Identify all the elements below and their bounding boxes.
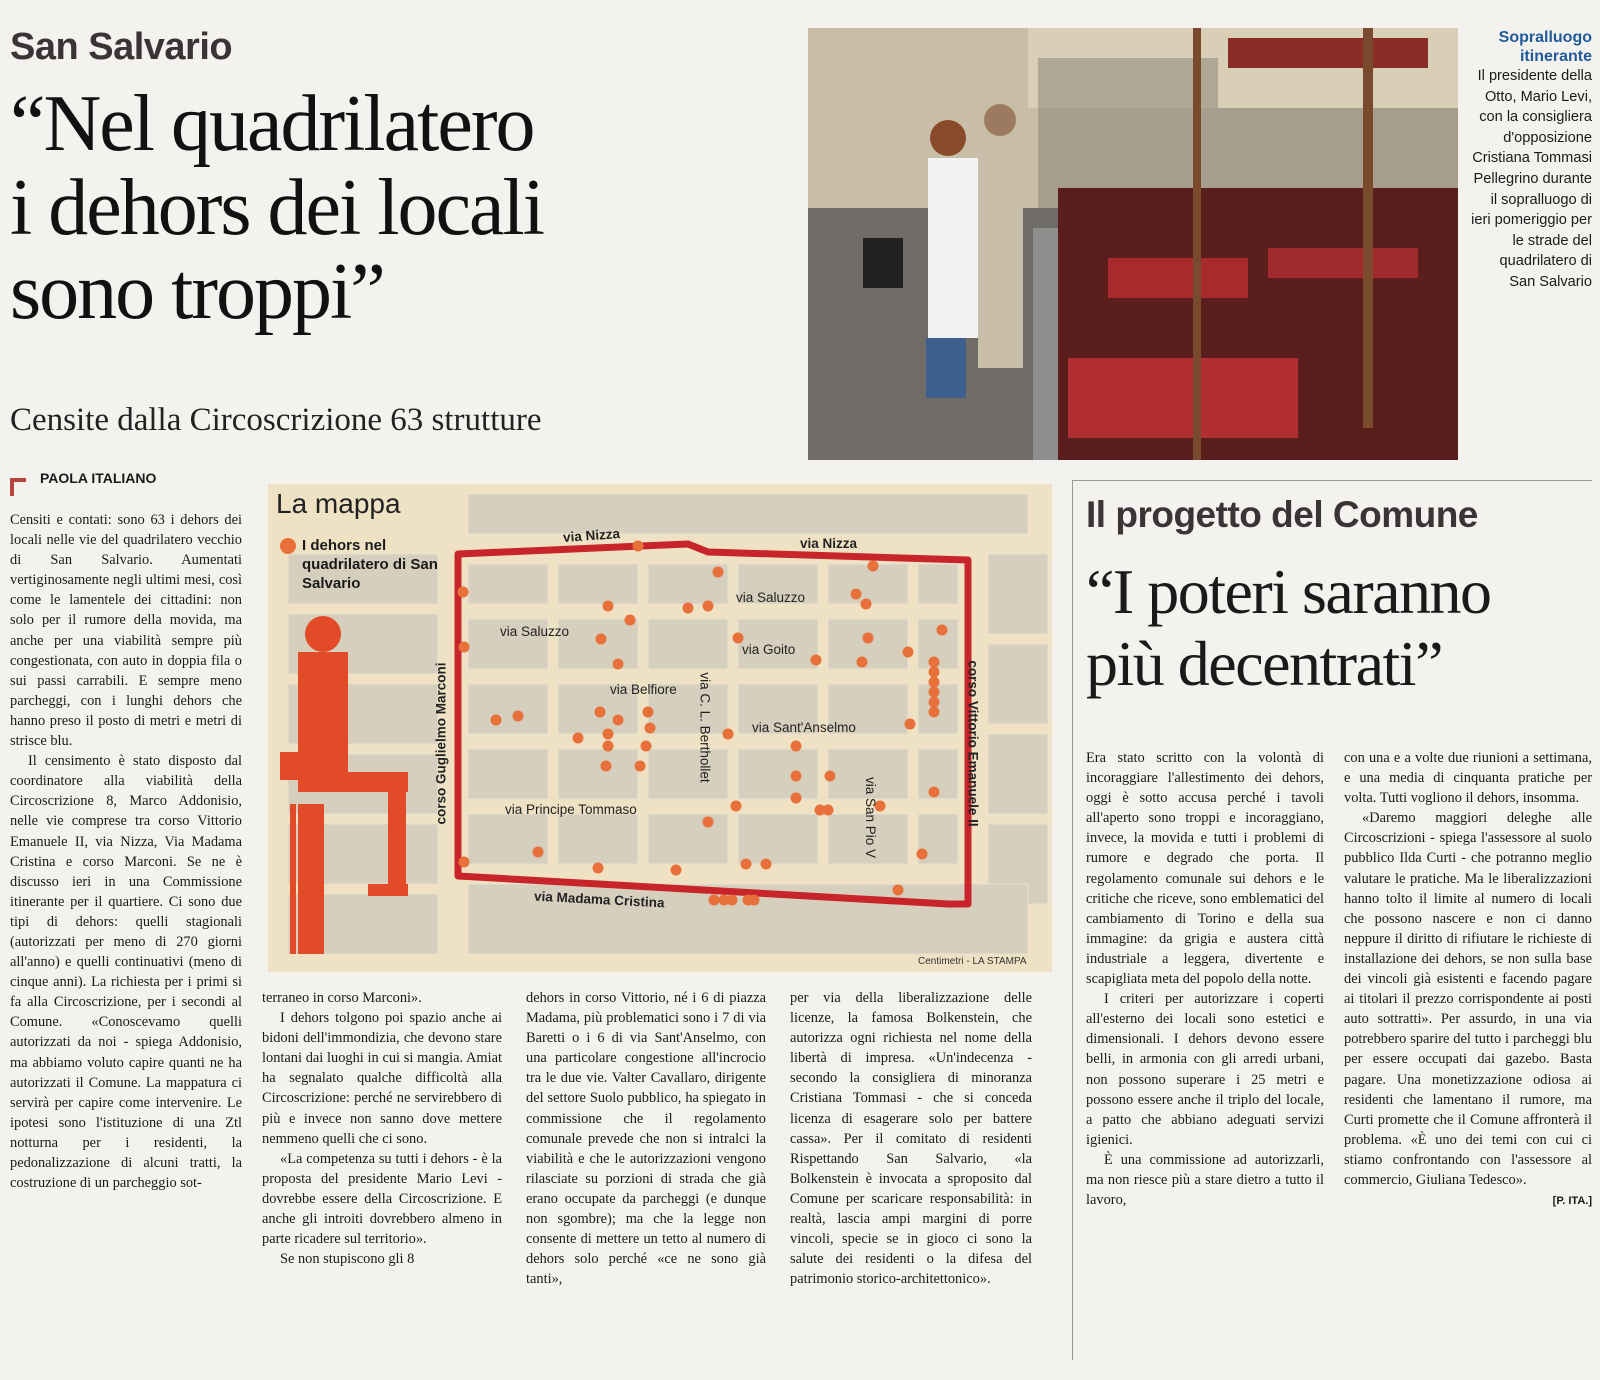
street-label-belfiore: via Belfiore: [610, 682, 677, 697]
photo-caption-title: Sopralluogo itinerante: [1498, 29, 1592, 65]
dehors-marker: [868, 561, 879, 572]
dehors-marker: [791, 741, 802, 752]
street-label-san-pio: via San Pio V: [863, 776, 879, 859]
sidebar-rule-left: [1072, 480, 1073, 1360]
dehors-marker: [791, 771, 802, 782]
dehors-marker: [709, 895, 720, 906]
dehors-marker: [459, 857, 470, 868]
dehors-marker: [741, 859, 752, 870]
street-label-berthollet: via C. L. Berthollet: [697, 672, 713, 783]
dehors-marker: [573, 733, 584, 744]
street-label-santanselmo: via Sant'Anselmo: [752, 720, 856, 735]
dehors-marker: [459, 642, 470, 653]
paragraph: con una e a volte due riunioni a settimana, e una media di cinquanta pratiche per volta. Tutti vogliono il dehors, insomma.: [1344, 750, 1592, 807]
headline-line-3: sono troppi”: [10, 248, 384, 336]
dehors-marker: [937, 625, 948, 636]
paragraph: I dehors tolgono poi spazio anche ai bidoni dell'immondizia, che devono stare lontani dai luoghi in cui si mangia. Amiat ha segnalato qualche difficoltà alla Circoscrizione: perché ne servirebbero di più e invece non sanno dove mettere nemmeno quelli che ci sono.: [262, 1010, 502, 1147]
dehors-marker: [929, 657, 940, 668]
paragraph: dehors in corso Vittorio, né i 6 di piazza Madama, più problematici sono i 7 di via Baretti o i 6 di via Sant'Anselmo, con una particolare congestione all'incrocio tra le due vie. Valter Cavallaro, dirigente del settore Suolo pubblico, ha spiegato in commissione che il regolamento comunale prevede che non si intralci la viabilità e che le autorizzazioni vengono rilasciate su porzioni di strada che già erano occupate da parcheggi (e dunque non sgombre); ma che la legge non consente di mettere un tetto al numero di dehors solo perché «ce ne sono già tanti»,: [526, 990, 766, 1288]
dehors-marker: [601, 761, 612, 772]
sidebar-kicker: Il progetto del Comune: [1086, 494, 1478, 535]
sidebar-headline: [1086, 556, 1596, 700]
article-column-4: [790, 988, 1032, 1289]
headline-line-2: i dehors dei locali: [10, 164, 543, 252]
dehors-marker: [929, 677, 940, 688]
article-headline: [10, 82, 770, 334]
paragraph: «La competenza su tutti i dehors - è la proposta del presidente Mario Levi - dovrebbe essere della Circoscrizione. E anche gli introiti dovrebbero almeno in parte ricadere sul territorio».: [262, 1150, 502, 1248]
street-label-principe-tommaso: via Principe Tommaso: [505, 802, 637, 817]
paragraph: Se non stupiscono gli 8: [280, 1251, 415, 1268]
dehors-marker: [761, 859, 772, 870]
dehors-marker: [929, 707, 940, 718]
map-credit: Centimetri - LA STAMPA: [918, 956, 1027, 967]
dehors-marker: [633, 541, 644, 552]
photo-caption: Il presidente della Otto, Mario Levi, con la consigliera d'opposizione Cristiana Tommasi Pellegrino durante il sopralluogo di ieri pomeriggio per le strade del quadrilatero di San Salvario: [1471, 68, 1592, 290]
paragraph: I criteri per autorizzare i coperti all'esterno dei locali sono estetici e dimensionali. I dehors devono essere belli, in armonia con gli arredi urbani, non possono superare i 25 metri e possono essere anche il triplo del locale, a patto che abbiano adeguati servizi igienici.: [1086, 991, 1324, 1148]
dehors-marker: [727, 895, 738, 906]
map-legend: I dehors nel quadrilatero di San Salvario: [302, 537, 438, 592]
dehors-marker: [905, 719, 916, 730]
article-photo: [808, 28, 1458, 460]
street-label-saluzzo-2: via Saluzzo: [736, 590, 806, 605]
sidebar-headline-line-1: “I poteri saranno: [1086, 556, 1491, 627]
dehors-marker: [863, 633, 874, 644]
sidebar-column-1: [1086, 748, 1324, 1210]
dehors-marker: [641, 741, 652, 752]
paragraph: Era stato scritto con la volontà di incoraggiare l'allestimento dei dehors, oggi è sotto accusa perché i tavoli all'aperto sono troppi e incoraggiano, invece, la movida e tutti i problemi di rumore e degrado che porta. Il regolamento comunale sui dehors e le critiche che riceve, sono emblematici del cambiamento di Torino e della sua immagine: da grigia e austera città industriale a leggera, divertente e scapigliata meta del popolo della notte.: [1086, 750, 1324, 988]
dehors-marker: [593, 863, 604, 874]
dehors-marker: [533, 847, 544, 858]
dehors-marker: [723, 729, 734, 740]
dehors-marker: [893, 885, 904, 896]
dehors-marker: [851, 589, 862, 600]
photo-caption-block: [1470, 28, 1592, 293]
dehors-marker: [645, 723, 656, 734]
article-subhead: Censite dalla Circoscrizione 63 strutture: [10, 402, 542, 438]
dehors-marker: [595, 707, 606, 718]
paragraph: terraneo in corso Marconi».: [262, 990, 422, 1006]
sidebar-headline-line-2: più decentrati”: [1086, 628, 1442, 699]
dehors-marker: [861, 599, 872, 610]
street-label-marconi: corso Guglielmo Marconi: [433, 662, 449, 825]
headline-line-1: “Nel quadrilatero: [10, 80, 534, 168]
sidebar-column-2: [1344, 748, 1592, 1211]
dehors-marker: [603, 741, 614, 752]
dehors-marker: [613, 715, 624, 726]
article-kicker: San Salvario: [10, 26, 233, 68]
dehors-marker: [671, 865, 682, 876]
article-column-1: [10, 510, 242, 1193]
dehors-marker: [635, 761, 646, 772]
dehors-marker: [929, 667, 940, 678]
sidebar-rule-top: [1072, 480, 1592, 481]
dehors-marker: [811, 655, 822, 666]
dehors-marker: [823, 805, 834, 816]
paragraph: È una commissione ad autorizzarli, ma non riesce più a stare dietro a tutto il lavoro,: [1086, 1151, 1324, 1209]
dehors-marker: [596, 634, 607, 645]
sidebar-signoff: [P. ITA.]: [1552, 1195, 1592, 1208]
dehors-marker: [929, 687, 940, 698]
paragraph: per via della liberalizzazione delle licenze, la famosa Bolkenstein, che autorizza ogni richiesta nel nome della libertà di impresa. «Un'indecenza - secondo la consigliera di minoranza Cristiana Tommasi - che si conceda licenza di esagerare solo per battere cassa». Per il comitato di residenti Rispettando San Salvario, «la Bolkenstein è invocata a sproposito dal Comune per scaricare responsabilità: in realtà, lascia ampi margini di porre vincoli, specie se in gioco ci sono la salute dei residenti o la difesa del patrimonio storico-architettonico».: [790, 990, 1032, 1288]
paragraph: «Daremo maggiori deleghe alle Circoscrizioni - spiega l'assessore al suolo pubblico Ilda Curti - che potranno meglio valutare le pratiche. Ma le liberalizzazioni hanno tolto il limite al numero di locali che possono nascere e non ci danno neppure il diritto di rifiutare le richieste di installazione dei dehors, se non sulla base dei vincoli già esistenti e facendo pagare ai titolari il prezzo corrispondente ai posti auto sottratti». Per assurdo, in una via potrebbero sparire del tutto i parcheggi blu per essere occupati dai gazebo. Basta pagare. Una monetizzazione odiosa ai residenti che lamentano il rumore, ma Curti promette che il Comune affronterà il problema. «È uno dei temi con cui ci stiamo confrontando con l'assessore al commercio, Giuliana Tedesco».: [1344, 810, 1592, 1188]
legend-dot: [280, 538, 296, 554]
dehors-marker: [643, 707, 654, 718]
dehors-marker: [683, 603, 694, 614]
dehors-marker: [917, 849, 928, 860]
dehors-marker: [929, 697, 940, 708]
article-byline: PAOLA ITALIANO: [40, 470, 157, 486]
dehors-marker: [857, 657, 868, 668]
dehors-marker: [791, 793, 802, 804]
dehors-marker: [603, 729, 614, 740]
street-label-vittorio-emanuele: corso Vittorio Emanuele II: [965, 660, 981, 827]
dehors-marker: [603, 601, 614, 612]
street-label-nizza-1: via Nizza: [562, 526, 621, 545]
dehors-marker: [749, 895, 760, 906]
dehors-marker: [491, 715, 502, 726]
article-column-3: [526, 988, 766, 1289]
street-label-saluzzo-1: via Saluzzo: [500, 624, 570, 639]
street-label-madama-cristina: via Madama Cristina: [533, 888, 665, 911]
street-label-goito: via Goito: [742, 642, 796, 657]
dehors-marker: [713, 567, 724, 578]
article-column-2: [262, 988, 502, 1269]
dehors-marker: [903, 647, 914, 658]
paragraph: Censiti e contati: sono 63 i dehors dei locali nelle vie del quadrilatero vecchio di San Salvario. Aumentati vertiginosamente negli ultimi mesi, così come le lamentele dei cittadini: non solo per il rumore della movida, ma anche per una viabilità sempre più congestionata, con auto in doppia fila o sui passi carrabili. E sempre meno parcheggi, con i lunghi dehors che hanno preso il posto di metri e metri di strisce blu.: [10, 512, 242, 750]
dehors-marker: [513, 711, 524, 722]
dehors-marker: [825, 771, 836, 782]
map-title: La mappa: [276, 488, 401, 519]
dehors-marker: [613, 659, 624, 670]
dehors-marker: [703, 817, 714, 828]
dehors-marker: [703, 601, 714, 612]
paragraph: Il censimento è stato disposto dal coordinatore alla viabilità della Circoscrizione 8, Marco Addonisio, nelle vie comprese tra corso Vittorio Emanuele II, via Nizza, Via Madama Cristina e corso Marconi. Se ne è discusso ieri in una Commissione itinerante per il quartiere. Ci sono due tipi di dehors: quelli stagionali (autorizzati per meno di 270 giorni all'anno) e quelli continuativi (meno di cinque anni). La richiesta per i primi si fa alla Circoscrizione, per i secondi al Comune. «Conoscevamo quelli autorizzati da noi - spiega Addonisio, ma abbiamo voluto capire quanti ne ha autorizzati il Comune. La mappatura ci servirà per capire come intervenire. Le ipotesi sono l'istituzione di una Ztl notturna per i residenti, la pedonalizzazione di alcuni tratti, la costruzione di un parcheggio sot-: [10, 753, 242, 1192]
dehors-marker: [625, 615, 636, 626]
street-label-nizza-2: via Nizza: [800, 536, 858, 551]
dehors-marker: [731, 801, 742, 812]
dehors-marker: [929, 787, 940, 798]
